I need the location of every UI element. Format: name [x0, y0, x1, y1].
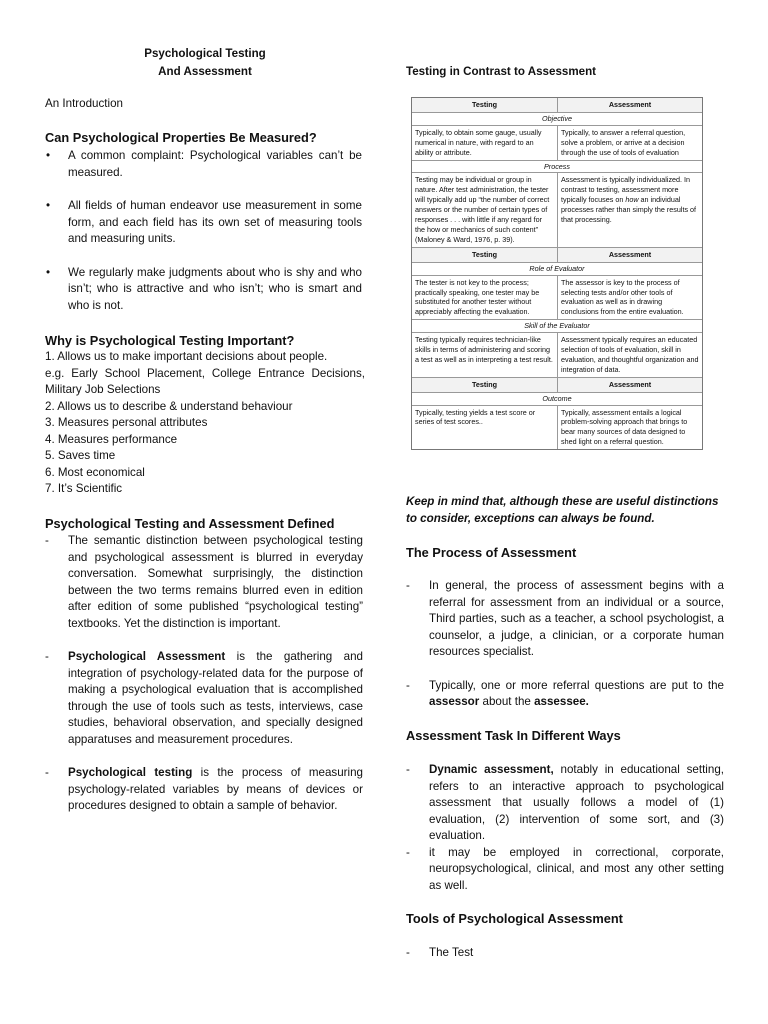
comparison-table: [411, 97, 703, 450]
task-paragraph-1: [406, 762, 724, 845]
column-header-testing: Testing: [412, 248, 557, 262]
document-title: [130, 46, 280, 80]
heading-tools: Tools of Psychological Assessment: [406, 911, 623, 926]
assessee-term: assessee.: [534, 695, 589, 708]
tools-list: [406, 945, 724, 962]
cell-objective-assessment: Typically, to answer a referral question, solve a problem, or arrive at a decision through the use of tools of evaluation: [557, 126, 702, 160]
process-text: In general, the process of assessment begins with a referral for assessment from an individual or a source, Third parties, such as a teacher, a school psychologist, a counselor, a judge, a clinician, or a corporate human resources specialist.: [429, 579, 724, 658]
dash-marker: -: [406, 579, 410, 592]
row-label-objective: Objective: [542, 113, 572, 123]
cell-outcome-testing: Typically, testing yields a test score or series of test scores..: [415, 407, 536, 427]
heading-process: The Process of Assessment: [406, 545, 577, 560]
dash-marker: -: [45, 650, 49, 663]
dynamic-assessment-term: Dynamic assessment,: [429, 763, 554, 776]
column-header-testing: Testing: [412, 98, 557, 112]
dash-marker: -: [406, 763, 410, 776]
table-row: [412, 393, 702, 406]
list-item: 3. Measures personal attributes: [45, 416, 208, 429]
process-paragraph-1: [406, 578, 724, 661]
process-assessment-text-a: Assessment is typically individualized. In contrast to testing, assessment more typically focuses on: [561, 175, 691, 205]
cell-objective-testing: Typically, to obtain some gauge, usually numerical in nature, with regard to an ability or attribute.: [415, 127, 542, 157]
table-row: [412, 161, 702, 174]
row-label-outcome: Outcome: [542, 393, 572, 403]
list-item: [406, 945, 724, 962]
heading-why-important: Why is Psychological Testing Important?: [45, 333, 295, 348]
table-header-row: [412, 248, 702, 263]
measure-bullet-list: [46, 148, 362, 314]
task-block: [406, 762, 724, 894]
intro-label: An Introduction: [45, 97, 123, 110]
row-label-skill: Skill of the Evaluator: [524, 321, 590, 331]
list-item: 7. It’s Scientific: [45, 482, 123, 495]
cell-role-testing: The tester is not key to the process; practically speaking, one tester may be substituted for another tester without appreciably affecting the evaluation.: [415, 277, 540, 317]
table-row: [412, 263, 702, 276]
dynamic-assessment-text: notably in educational setting, refers to an interactive approach to psychological assessment that usually follows a model of (1) evaluation, (2) intervention of some sort, and (3) evaluation.: [429, 763, 724, 842]
dash-marker: -: [45, 534, 49, 547]
list-item: 5. Saves time: [45, 449, 116, 462]
cell-process-testing: Testing may be individual or group in nature. After test administration, the tester will typically add up “the number of correct answers or the number of certain types of responses . . . with little if any regard for the how or mechanics of such content” (Maloney & Ward, 1976, p. 39).: [415, 175, 550, 244]
definition-testing: [45, 765, 363, 815]
list-item: • We regularly make judgments about who is shy and who isn’t; who is attractive and who isn’t; who is smart and who is not.: [46, 265, 362, 315]
list-item: 1. Allows us to make important decisions about people.: [45, 350, 328, 363]
testing-term: Psychological testing: [68, 766, 193, 779]
cell-role-assessment: The assessor is key to the process of selecting tests and/or other tools of evaluation as well as in drawing conclusions from the entire evaluation.: [557, 276, 702, 320]
list-item: 4. Measures performance: [45, 432, 178, 446]
process-paragraph-2: [406, 678, 724, 711]
table-row: [412, 333, 702, 378]
column-header-assessment: Assessment: [557, 378, 702, 392]
table-header-row: [412, 98, 702, 113]
column-header-assessment: Assessment: [557, 98, 702, 112]
column-header-assessment: Assessment: [557, 248, 702, 262]
assessor-term: assessor: [429, 695, 480, 708]
row-label-role: Role of Evaluator: [529, 263, 585, 273]
cell-skill-assessment: Assessment typically requires an educated selection of tools of evaluation, skill in evaluation, and thoughtful organization and integration of data.: [557, 333, 702, 377]
table-row: [412, 113, 702, 126]
title-line-2: And Assessment: [158, 64, 252, 78]
heading-defined: Psychological Testing and Assessment Defined: [45, 516, 335, 531]
process-assessment-emphasis: how: [625, 195, 639, 205]
list-item: e.g. Early School Placement, College Entrance Decisions, Military Job Selections: [45, 366, 365, 396]
heading-task: Assessment Task In Different Ways: [406, 728, 621, 743]
row-label-process: Process: [544, 161, 570, 171]
table-row: [412, 320, 702, 333]
table-header-row: [412, 378, 702, 393]
tool-test-label: The Test: [429, 946, 474, 959]
process-block: [406, 578, 724, 711]
process-assessment-text-b: an individual processes rather than simply the results of that processing.: [561, 195, 697, 225]
distinctions-note: Keep in mind that, although these are useful distinctions to consider, exceptions can always be found.: [406, 495, 719, 525]
dash-marker: -: [45, 766, 49, 779]
dash-marker: -: [406, 946, 410, 959]
heading-can-measure: Can Psychological Properties Be Measured?: [45, 130, 317, 145]
column-header-testing: Testing: [412, 378, 557, 392]
table-row: [412, 276, 702, 321]
list-item: • A common complaint: Psychological variables can’t be measured.: [46, 148, 362, 181]
assessment-text: is the gathering and integration of psychology-related data for the purpose of making a psychological evaluation that is accomplished through the use of tools such as tests, interviews, case studies, behavioral observation, and specially designed apparatuses and measurement procedures.: [68, 650, 363, 746]
task-paragraph-2: [406, 845, 724, 895]
assessment-term: Psychological Assessment: [68, 650, 226, 663]
dash-marker: -: [406, 678, 410, 692]
cell-process-assessment: [557, 173, 702, 246]
title-line-1: Psychological Testing: [144, 47, 266, 60]
cell-outcome-assessment: Typically, assessment entails a logical problem-solving approach that brings to bear many sources of data designed to shed light on a referral question.: [557, 406, 702, 450]
table-row: [412, 173, 702, 247]
list-item: • All fields of human endeavor use measurement in some form, and each field has its own set of measuring tools and measuring units.: [46, 198, 362, 248]
setting-text: it may be employed in correctional, corporate, neuropsychological, clinical, and most any other setting as well.: [429, 845, 724, 892]
referral-text: Typically, one or more referral questions are put to the: [429, 678, 724, 692]
definition-semantic: [45, 533, 363, 632]
list-item: 2. Allows us to describe & understand behaviour: [45, 399, 293, 413]
testing-text: is the process of measuring psychology-related variables by means of devices or procedures designed to obtain a sample of behavior.: [68, 766, 363, 812]
definition-assessment: [45, 649, 363, 748]
dash-marker: -: [406, 845, 410, 859]
semantic-text: The semantic distinction between psychological testing and psychological assessment is blurred in everyday conversation. Somewhat surprisingly, the distinction between the two terms remains blurred even in edition after edition of some published “psychological testing” textbooks. Yet the distinction is important.: [68, 534, 363, 630]
referral-text-mid: about the: [479, 695, 535, 708]
heading-contrast: Testing in Contrast to Assessment: [406, 65, 597, 78]
table-row: [412, 126, 702, 161]
definitions-block: [45, 533, 363, 815]
cell-skill-testing: Testing typically requires technician-like skills in terms of administering and scoring a test as well as in interpreting a test result.: [415, 335, 553, 364]
list-item: 6. Most economical: [45, 465, 145, 479]
table-row: [412, 406, 702, 450]
importance-list: [45, 349, 365, 498]
